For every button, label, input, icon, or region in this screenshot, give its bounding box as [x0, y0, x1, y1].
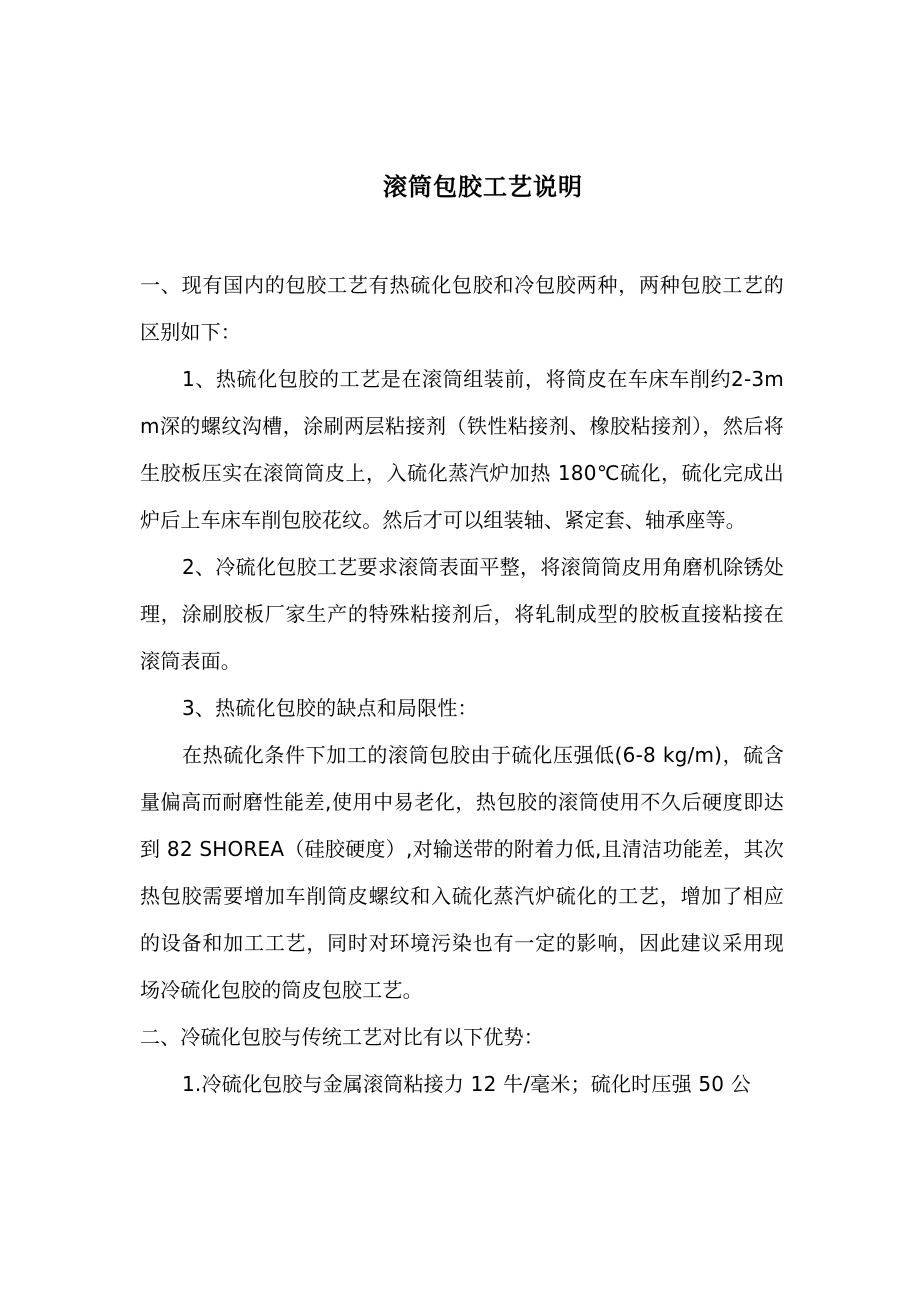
document-body [140, 262, 784, 1108]
document-title: 滚筒包胶工艺说明 [383, 173, 583, 201]
paragraph-advantage-1: 1.冷硫化包胶与金属滚筒粘接力 12 牛/毫米；硫化时压强 50 公 [182, 1072, 751, 1096]
paragraph-cold-vulcanization: 2、冷硫化包胶工艺要求滚筒表面平整，将滚筒筒皮用角磨机除锈处理，涂刷胶板厂家生产的特殊粘接剂后，将轧制成型的胶板直接粘接在滚筒表面。 [140, 555, 784, 673]
paragraph-hot-vulcanization: 1、热硫化包胶的工艺是在滚筒组装前，将筒皮在车床车削约2-3mm深的螺纹沟槽，涂刷两层粘接剂（铁性粘接剂、橡胶粘接剂），然后将生胶板压实在滚筒筒皮上，入硫化蒸汽炉加热 180℃硫化，硫化完成出炉后上车床车削包胶花纹。然后才可以组装轴、紧定套、轴承座等。 [140, 367, 784, 532]
paragraph-limitations-heading: 3、热硫化包胶的缺点和局限性： [182, 696, 478, 720]
paragraph-limitations-body: 在热硫化条件下加工的滚筒包胶由于硫化压强低(6-8 kg/m)，硫含量偏高而耐磨性能差,使用中易老化，热包胶的滚筒使用不久后硬度即达到 82 SHOREA（硅胶硬度）,对输送带的附着力低,且清洁功能差，其次热包胶需要增加车削筒皮螺纹和入硫化蒸汽炉硫化的工艺，增加了相应的设备和加工工艺，同时对环境污染也有一定的影响，因此建议采用现场冷硫化包胶的筒皮包胶工艺。 [140, 743, 784, 1002]
section-1-intro: 一、现有国内的包胶工艺有热硫化包胶和冷包胶两种，两种包胶工艺的区别如下： [140, 273, 784, 344]
section-2-heading: 二、冷硫化包胶与传统工艺对比有以下优势： [140, 1025, 544, 1049]
